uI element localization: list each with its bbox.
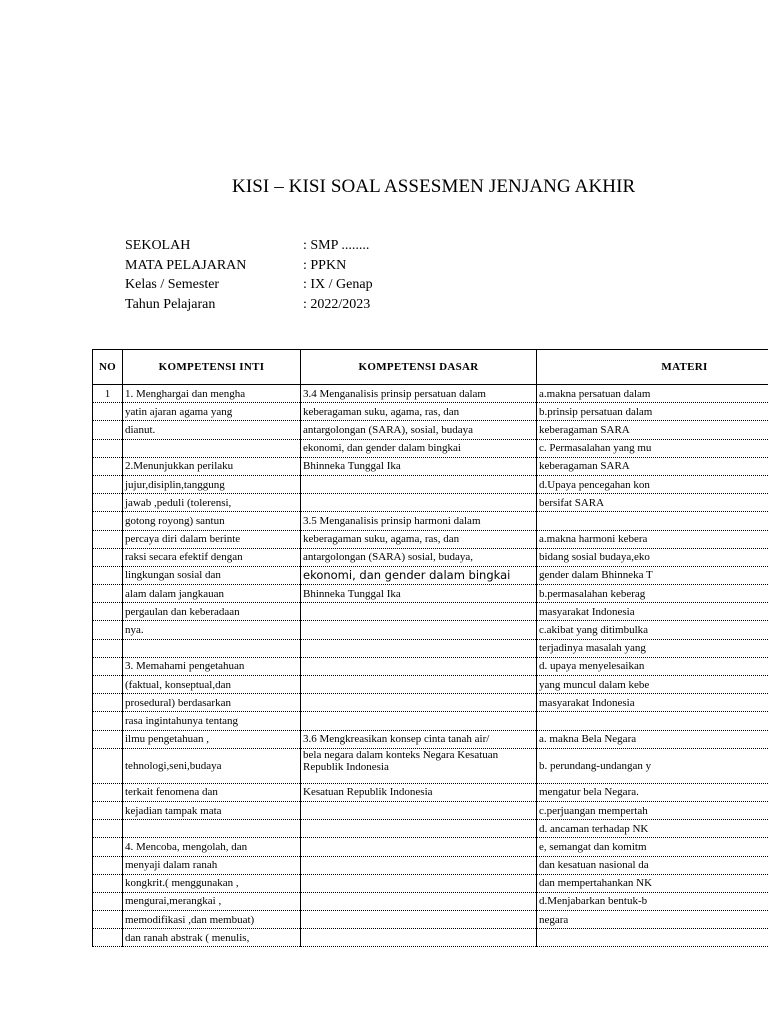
cell-no [93,403,123,421]
header-kompetensi-inti: KOMPETENSI INTI [123,350,301,385]
cell-no [93,676,123,694]
cell-kompetensi-inti: kejadian tampak mata [123,801,301,819]
table-row [93,403,768,421]
cell-no [93,874,123,892]
meta-value: : PPKN [303,257,347,273]
meta-value: : 2022/2023 [303,296,371,312]
meta-value: : IX / Genap [303,277,373,292]
table-row [93,820,768,838]
table-row [93,730,768,748]
cell-materi: terjadinya masalah yang [537,639,768,657]
cell-no [93,639,123,657]
cell-kompetensi-inti: memodifikasi ,dan membuat) [123,911,301,929]
table-row [93,856,768,874]
cell-materi: gender dalam Bhinneka T [537,566,768,584]
cell-materi: dan kesatuan nasional da [537,856,768,874]
table-row [93,694,768,712]
cell-no [93,548,123,566]
cell-materi: keberagaman SARA [537,457,768,475]
cell-kompetensi-dasar [301,694,537,712]
cell-materi [537,512,768,530]
cell-no [93,621,123,639]
cell-kompetensi-inti: rasa ingintahunya tentang [123,712,301,730]
cell-no [93,712,123,730]
table-row [93,929,768,947]
cell-materi: d. upaya menyelesaikan [537,657,768,675]
table-row [93,475,768,493]
cell-materi: c.akibat yang ditimbulka [537,621,768,639]
cell-materi: bersifat SARA [537,494,768,512]
table-row [93,457,768,475]
cell-kompetensi-inti [123,820,301,838]
table-row [93,639,768,657]
cell-kompetensi-dasar [301,892,537,910]
cell-kompetensi-dasar [301,874,537,892]
cell-no [93,730,123,748]
meta-label: MATA PELAJARAN [125,257,247,273]
cell-no [93,475,123,493]
cell-materi: d.Upaya pencegahan kon [537,475,768,493]
cell-kompetensi-inti: tehnologi,seni,budaya [123,748,301,783]
cell-kompetensi-inti: yatin ajaran agama yang [123,403,301,421]
cell-materi: a.makna harmoni kebera [537,530,768,548]
cell-no [93,603,123,621]
cell-materi: masyarakat Indonesia [537,603,768,621]
cell-kompetensi-dasar: antargolongan (SARA) sosial, budaya, [301,548,537,566]
table-row [93,748,768,783]
cell-kompetensi-inti: alam dalam jangkauan [123,585,301,603]
cell-no [93,820,123,838]
table-row [93,712,768,730]
cell-materi: b.prinsip persatuan dalam [537,403,768,421]
cell-kompetensi-inti: mengurai,merangkai , [123,892,301,910]
cell-kompetensi-dasar [301,856,537,874]
meta-value: : SMP ........ [303,238,370,253]
header-kompetensi-dasar: KOMPETENSI DASAR [301,350,537,385]
cell-materi: c. Permasalahan yang mu [537,439,768,457]
cell-materi: d.Menjabarkan bentuk-b [537,892,768,910]
cell-no [93,911,123,929]
cell-materi: a.makna persatuan dalam [537,385,768,403]
cell-kompetensi-inti: (faktual, konseptual,dan [123,676,301,694]
table-row [93,603,768,621]
table-row [93,657,768,675]
cell-no [93,694,123,712]
table-row [93,874,768,892]
document-title: KISI – KISI SOAL ASSESMEN JENJANG AKHIR [232,176,636,197]
cell-materi: mengatur bela Negara. [537,783,768,801]
cell-materi: e, semangat dan komitm [537,838,768,856]
cell-no [93,657,123,675]
table-row [93,676,768,694]
cell-materi: negara [537,911,768,929]
cell-kompetensi-dasar [301,911,537,929]
cell-kompetensi-dasar: bela negara dalam konteks Negara Kesatuan Republik Indonesia [301,748,537,783]
cell-kompetensi-inti: 2.Menunjukkan perilaku [123,457,301,475]
cell-materi: b.permasalahan keberag [537,585,768,603]
cell-kompetensi-dasar: Kesatuan Republik Indonesia [301,783,537,801]
cell-kompetensi-inti: jawab ,peduli (tolerensi, [123,494,301,512]
cell-no [93,566,123,584]
cell-no [93,421,123,439]
table-body [93,385,768,947]
cell-kompetensi-inti: dan ranah abstrak ( menulis, [123,929,301,947]
table-row [93,530,768,548]
cell-kompetensi-dasar: 3.6 Mengkreasikan konsep cinta tanah air/ [301,730,537,748]
kisi-table [92,349,768,947]
cell-kompetensi-dasar [301,603,537,621]
cell-kompetensi-dasar: ekonomi, dan gender dalam bingkai [301,566,537,584]
cell-kompetensi-inti [123,439,301,457]
cell-no [93,929,123,947]
table-row [93,801,768,819]
cell-kompetensi-inti: menyaji dalam ranah [123,856,301,874]
cell-no [93,783,123,801]
cell-no [93,494,123,512]
cell-kompetensi-dasar: 3.5 Menganalisis prinsip harmoni dalam [301,512,537,530]
cell-kompetensi-inti: 1. Menghargai dan mengha [123,385,301,403]
cell-kompetensi-dasar [301,929,537,947]
cell-kompetensi-dasar: keberagaman suku, agama, ras, dan [301,530,537,548]
cell-kompetensi-inti [123,639,301,657]
table-row [93,439,768,457]
table-row [93,512,768,530]
cell-kompetensi-inti: pergaulan dan keberadaan [123,603,301,621]
cell-kompetensi-inti: dianut. [123,421,301,439]
table-row [93,548,768,566]
cell-materi: d. ancaman terhadap NK [537,820,768,838]
cell-materi: c.perjuangan mempertah [537,801,768,819]
cell-materi [537,929,768,947]
table-row [93,421,768,439]
header-materi: MATERI [537,350,768,385]
cell-kompetensi-dasar: ekonomi, dan gender dalam bingkai [301,439,537,457]
header-no: NO [93,350,123,385]
cell-kompetensi-inti: 3. Memahami pengetahuan [123,657,301,675]
cell-kompetensi-inti: percaya diri dalam berinte [123,530,301,548]
table-row [93,385,768,403]
cell-kompetensi-inti: prosedural) berdasarkan [123,694,301,712]
cell-no [93,512,123,530]
cell-kompetensi-inti: raksi secara efektif dengan [123,548,301,566]
table-row [93,838,768,856]
cell-no [93,530,123,548]
meta-label: SEKOLAH [125,238,191,253]
cell-no [93,801,123,819]
cell-kompetensi-dasar [301,639,537,657]
cell-kompetensi-inti: lingkungan sosial dan [123,566,301,584]
cell-no [93,439,123,457]
cell-kompetensi-dasar: keberagaman suku, agama, ras, dan [301,403,537,421]
cell-materi: dan mempertahankan NK [537,874,768,892]
table-row [93,892,768,910]
cell-materi: bidang sosial budaya,eko [537,548,768,566]
table-row [93,494,768,512]
cell-materi: a. makna Bela Negara [537,730,768,748]
cell-kompetensi-dasar: Bhinneka Tunggal Ika [301,457,537,475]
cell-no [93,748,123,783]
cell-materi: b. perundang-undangan y [537,748,768,783]
cell-kompetensi-dasar [301,676,537,694]
cell-no [93,585,123,603]
meta-label: Kelas / Semester [125,277,220,292]
cell-kompetensi-inti: gotong royong) santun [123,512,301,530]
cell-kompetensi-dasar [301,820,537,838]
cell-kompetensi-inti: terkait fenomena dan [123,783,301,801]
cell-kompetensi-inti: jujur,disiplin,tanggung [123,475,301,493]
cell-kompetensi-dasar [301,801,537,819]
table-row [93,621,768,639]
kisi-table-container [92,349,768,959]
cell-kompetensi-inti: nya. [123,621,301,639]
cell-materi: yang muncul dalam kebe [537,676,768,694]
meta-label: Tahun Pelajaran [125,296,216,312]
cell-materi: keberagaman SARA [537,421,768,439]
cell-materi: masyarakat Indonesia [537,694,768,712]
cell-kompetensi-dasar [301,621,537,639]
cell-kompetensi-dasar [301,838,537,856]
cell-materi [537,712,768,730]
cell-kompetensi-dasar: 3.4 Menganalisis prinsip persatuan dalam [301,385,537,403]
table-row [93,585,768,603]
cell-no [93,892,123,910]
cell-kompetensi-inti: kongkrit.( menggunakan , [123,874,301,892]
cell-no [93,457,123,475]
cell-kompetensi-dasar [301,475,537,493]
cell-kompetensi-dasar: antargolongan (SARA), sosial, budaya [301,421,537,439]
cell-no [93,856,123,874]
cell-kompetensi-dasar [301,712,537,730]
table-row [93,911,768,929]
cell-kompetensi-inti: 4. Mencoba, mengolah, dan [123,838,301,856]
cell-kompetensi-dasar: Bhinneka Tunggal Ika [301,585,537,603]
cell-kompetensi-inti: ilmu pengetahuan , [123,730,301,748]
table-row [93,566,768,584]
table-row [93,783,768,801]
cell-kompetensi-dasar [301,494,537,512]
cell-no: 1 [93,385,123,403]
table-header-row [93,350,768,385]
cell-kompetensi-dasar [301,657,537,675]
cell-no [93,838,123,856]
